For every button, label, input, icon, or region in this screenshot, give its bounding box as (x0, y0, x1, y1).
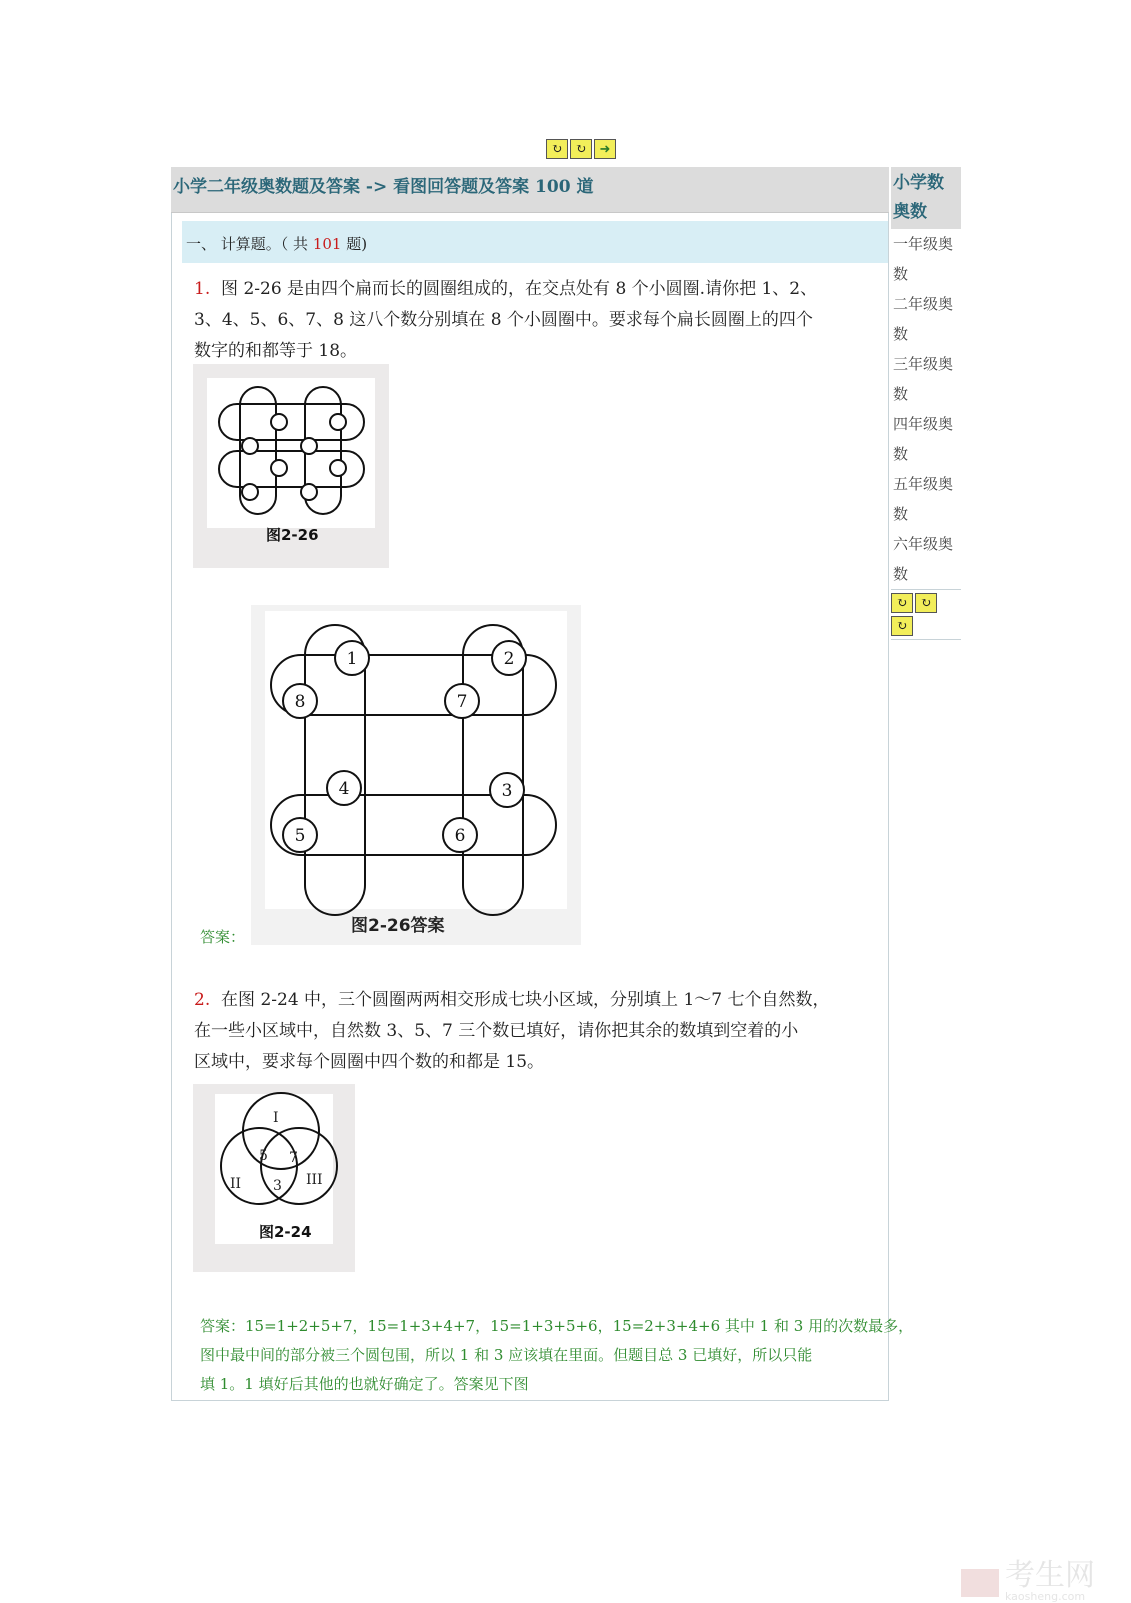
sidebar-item-label-cont: 数 (893, 505, 909, 523)
question-1-line3: 数字的和都等于 18。 (194, 341, 358, 361)
circle-label-2: II (230, 1176, 242, 1192)
question-2-number: 2. (194, 990, 211, 1010)
sidebar-item-label-cont: 数 (893, 265, 909, 283)
sidebar-title (891, 167, 961, 229)
watermark (961, 1558, 1095, 1603)
sidebar-next-icon[interactable]: ↻ (915, 593, 937, 613)
answer-node-number: 7 (456, 692, 468, 712)
page-next-icon[interactable]: ↻ (570, 139, 592, 159)
figure-2-24 (193, 1084, 355, 1272)
sidebar-item-label-cont: 数 (893, 325, 909, 343)
top-nav-icons (546, 139, 616, 159)
figure-2-26-answer-caption: 图2-26答案 (351, 916, 445, 936)
watermark-brand: 考生网 (1005, 1558, 1095, 1593)
region-number-7: 7 (289, 1150, 298, 1166)
watermark-logo-icon (961, 1569, 999, 1597)
sidebar (891, 167, 961, 640)
question-2-text (194, 985, 894, 1078)
page-prev-icon[interactable]: ↻ (546, 139, 568, 159)
answer-node-number: 6 (454, 826, 466, 846)
sidebar-item-label: 六年级奥 (893, 535, 954, 553)
answer-node-number: 1 (346, 649, 358, 669)
sidebar-more-icon[interactable]: ↻ (891, 616, 913, 636)
sidebar-item-label-cont: 数 (893, 445, 909, 463)
sidebar-title-line1: 小学数 (893, 173, 944, 193)
sidebar-title-line2: 奥数 (893, 202, 927, 222)
question-1-line2: 3、4、5、6、7、8 这八个数分别填在 8 个小圆圈中。要求每个扁长圆圈上的四个 (194, 310, 813, 330)
question-1-line1: 图 2-26 是由四个扁而长的圆圈组成的，在交点处有 8 个小圆圈.请你把 1、2、 (221, 279, 818, 299)
sidebar-item-label: 二年级奥 (893, 295, 954, 313)
circle-label-3: III (306, 1172, 323, 1188)
answer-node-number: 4 (338, 779, 350, 799)
answer-node-number: 5 (294, 826, 306, 846)
question-count: 101 (312, 235, 342, 253)
answer-2-line3: 填 1。1 填好后其他的也就好确定了。答案见下图 (200, 1375, 529, 1393)
sidebar-item-label: 一年级奥 (893, 235, 954, 253)
sidebar-item-grade-6[interactable] (891, 529, 961, 589)
sidebar-item-grade-4[interactable] (891, 409, 961, 469)
watermark-url: kaosheng.com (1005, 1590, 1086, 1603)
page-go-icon[interactable]: ➜ (594, 139, 616, 159)
sidebar-prev-icon[interactable]: ↻ (891, 593, 913, 613)
answer-2 (200, 1312, 914, 1399)
question-2-line1: 在图 2-24 中，三个圆圈两两相交形成七块小区域，分别填上 1～7 七个自然数， (221, 990, 830, 1010)
answer-node-number: 3 (501, 781, 513, 801)
question-2-line3: 区域中，要求每个圆圈中四个数的和都是 15。 (194, 1052, 545, 1072)
figure-2-24-caption: 图2-24 (259, 1223, 312, 1241)
sidebar-icons (891, 589, 961, 640)
section-heading (182, 221, 888, 263)
figure-2-26 (193, 364, 389, 568)
sidebar-item-label: 五年级奥 (893, 475, 954, 493)
question-1-text (194, 274, 894, 367)
sidebar-item-label: 四年级奥 (893, 415, 954, 433)
sidebar-item-grade-3[interactable] (891, 349, 961, 409)
sidebar-items (891, 229, 961, 589)
sidebar-item-grade-5[interactable] (891, 469, 961, 529)
question-2-line2: 在一些小区域中，自然数 3、5、7 三个数已填好，请你把其余的数填到空着的小 (194, 1021, 799, 1041)
sidebar-item-grade-2[interactable] (891, 289, 961, 349)
page-title[interactable]: 小学二年级奥数题及答案 -> 看图回答题及答案 100 道 (171, 167, 889, 213)
answer-2-line2: 图中最中间的部分被三个圆包围，所以 1 和 3 应该填在里面。但题目总 3 已填好，所以只能 (200, 1346, 813, 1364)
circle-label-1: I (273, 1110, 279, 1126)
answer-2-line1: 答案：15=1+2+5+7，15=1+3+4+7，15=1+3+5+6，15=2+3+4+6 其中 1 和 3 用的次数最多， (200, 1317, 914, 1335)
section-suffix: 题) (341, 235, 368, 253)
answer-node-number: 8 (294, 692, 306, 712)
answer-node-number: 2 (503, 649, 515, 669)
figure-2-26-caption: 图2-26 (266, 526, 319, 544)
sidebar-item-label: 三年级奥 (893, 355, 954, 373)
region-number-3: 3 (273, 1178, 282, 1194)
answer-1-label: 答案： (200, 928, 246, 946)
figure-2-26-answer (251, 605, 581, 945)
sidebar-item-grade-1[interactable] (891, 229, 961, 289)
question-1-number: 1. (194, 279, 211, 299)
section-prefix: 一、 计算题。（ 共 (186, 235, 313, 253)
sidebar-item-label-cont: 数 (893, 565, 909, 583)
sidebar-item-label-cont: 数 (893, 385, 909, 403)
region-number-5: 5 (259, 1148, 268, 1164)
